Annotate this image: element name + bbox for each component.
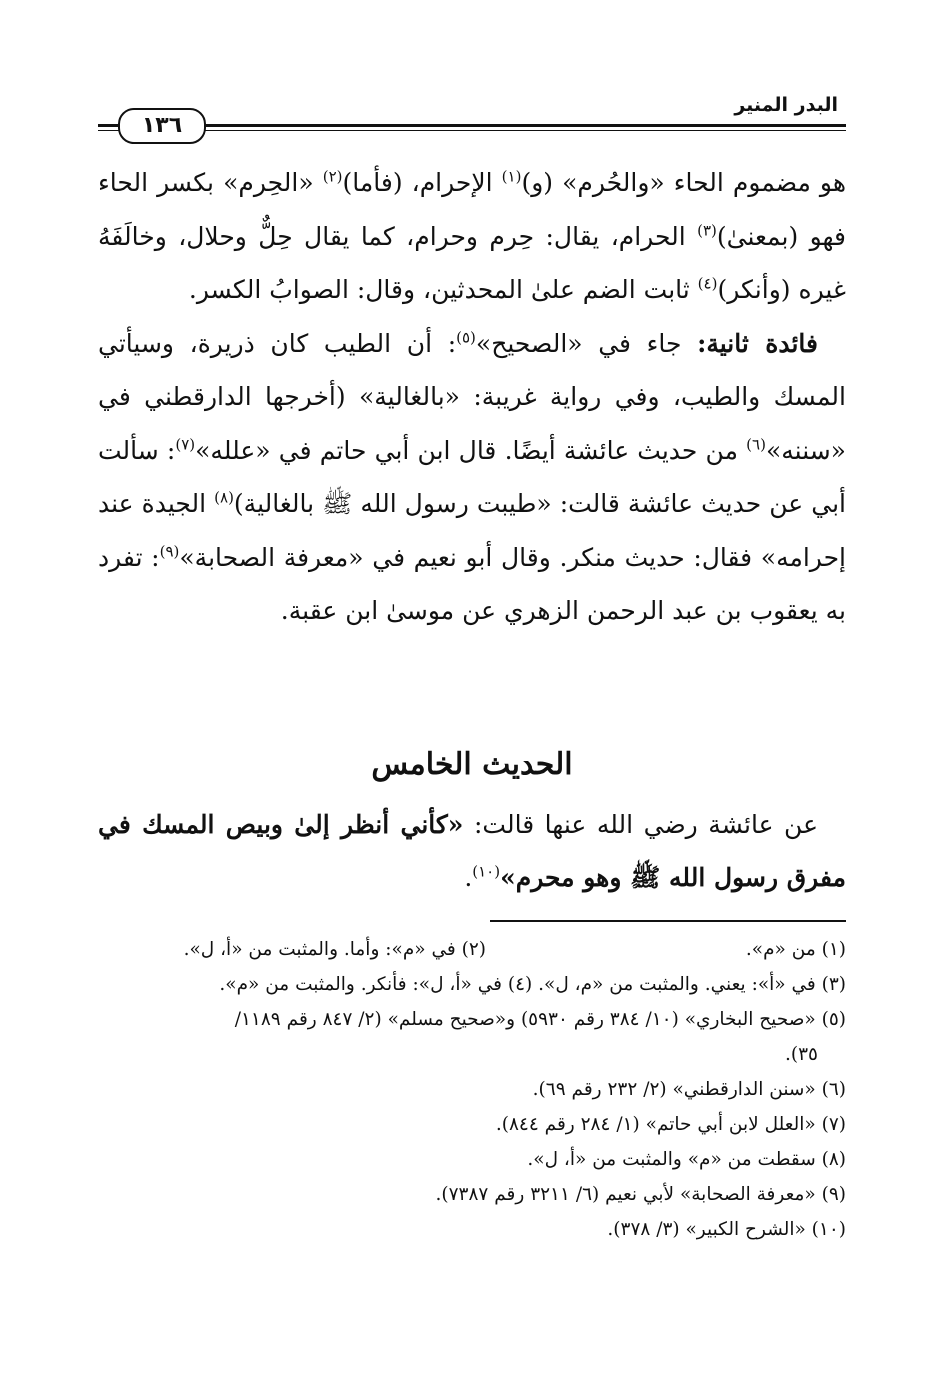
footnote-6: (٦) «سنن الدارقطني» (٢/ ٢٣٢ رقم ٦٩). (532, 1079, 846, 1100)
header-rule-thick (98, 124, 846, 127)
footnote-separator (490, 920, 846, 922)
paragraph-2 (98, 317, 846, 638)
footnote-9: (٩) «معرفة الصحابة» لأبي نعيم (٦/ ٣٢١١ رقم ٧٣٨٧). (435, 1184, 846, 1205)
text-run: عن عائشة رضي الله عنها قالت: (463, 810, 818, 839)
footnote-2: (٢) في «م»: وأما. والمثبت من «أ، ل». (183, 939, 486, 960)
header-rule-thin (98, 130, 846, 131)
footnote-3-4: (٣) في «أ»: يعني. والمثبت من «م، ل». (٤) في «أ، ل»: فأنكر. والمثبت من «م». (219, 974, 846, 995)
footnote-10: (١٠) «الشرح الكبير» (٣/ ٣٧٨). (607, 1219, 846, 1240)
text-run: «الحِرم» بكسر الحاء فهو (بمعنىٰ) (98, 168, 846, 251)
hadith-paragraph (98, 798, 846, 904)
section-title: الحديث الخامس (371, 747, 573, 782)
page-number: ١٣٦ (118, 108, 206, 144)
text-run: من حديث عائشة أيضًا. قال ابن أبي حاتم في «علله» (195, 435, 747, 465)
text-run: الإحرام، (فأما) (342, 168, 502, 197)
benefit-label: فائدة ثانية: (697, 328, 818, 358)
footnote-5 (98, 1002, 846, 1072)
footnote-ref-8: (٨) (214, 488, 234, 507)
text-run: . (464, 863, 473, 892)
book-title: البدر المنير (726, 94, 846, 116)
footnote-5-text: (٥) «صحيح البخاري» (١٠/ ٣٨٤ رقم ٥٩٣٠) و«صحيح مسلم» (٢/ ٨٤٧ رقم ١١٨٩/ (234, 1009, 846, 1030)
footnote-8: (٨) سقطت من «م» والمثبت من «أ، ل». (527, 1149, 846, 1170)
footnote-ref-3: (٣) (697, 221, 717, 240)
text-run: جاء في «الصحيح» (475, 328, 698, 358)
text-run: : أن الطيب كان ذريرة، وسيأتي المسك والطيب، وفي رواية غريبة: «بالغالية» (أخرجها الدارقطني في «سننه» (98, 328, 846, 465)
footnote-1: (١) من «م». (745, 939, 846, 960)
text-run: ثابت الضم علىٰ المحدثين، وقال: الصوابُ الكسر. (188, 275, 698, 304)
text-run: : تفرد به يعقوب بن عبد الرحمن الزهري عن موسىٰ ابن عقبة. (98, 542, 846, 625)
hadith-text (98, 798, 846, 904)
page-header (98, 94, 846, 144)
main-text (98, 156, 846, 638)
footnote-ref-1: (١) (501, 167, 522, 186)
footnote-ref-9: (٩) (159, 542, 180, 561)
footnote-row (98, 932, 846, 967)
footnote-ref-10: (١٠) (472, 862, 501, 881)
footnote-ref-7: (٧) (175, 435, 196, 454)
footnote-ref-6: (٦) (746, 435, 766, 454)
paragraph-1 (98, 156, 846, 317)
hadith-quote: «كأني أنظر إلىٰ وبيص المسك في مفرق رسول الله ﷺ وهو محرم» (98, 810, 846, 892)
text-run: هو مضموم الحاء «والحُرم» (و) (521, 168, 847, 197)
text-run: : سألت أبي عن حديث عائشة قالت: «طيبت رسول الله ﷺ بالغالية) (98, 435, 846, 518)
text-run: الحرام، يقال: حِرم وحرام، كما يقال حِلٌّ وحلال، وخالَفَهُ غيره (وأنكر) (98, 221, 846, 304)
footnote-7: (٧) «العلل لابن أبي حاتم» (١/ ٢٨٤ رقم ٨٤٤). (495, 1114, 846, 1135)
footnote-5-continuation: ٣٥). (785, 1044, 818, 1065)
text-run: الجيدة عند إحرامه» فقال: حديث منكر. وقال أبو نعيم في «معرفة الصحابة» (98, 489, 846, 572)
footnote-ref-2: (٢) (322, 167, 343, 186)
footnotes (98, 932, 846, 1247)
footnote-ref-5: (٥) (456, 328, 476, 347)
footnote-ref-4: (٤) (697, 274, 718, 293)
